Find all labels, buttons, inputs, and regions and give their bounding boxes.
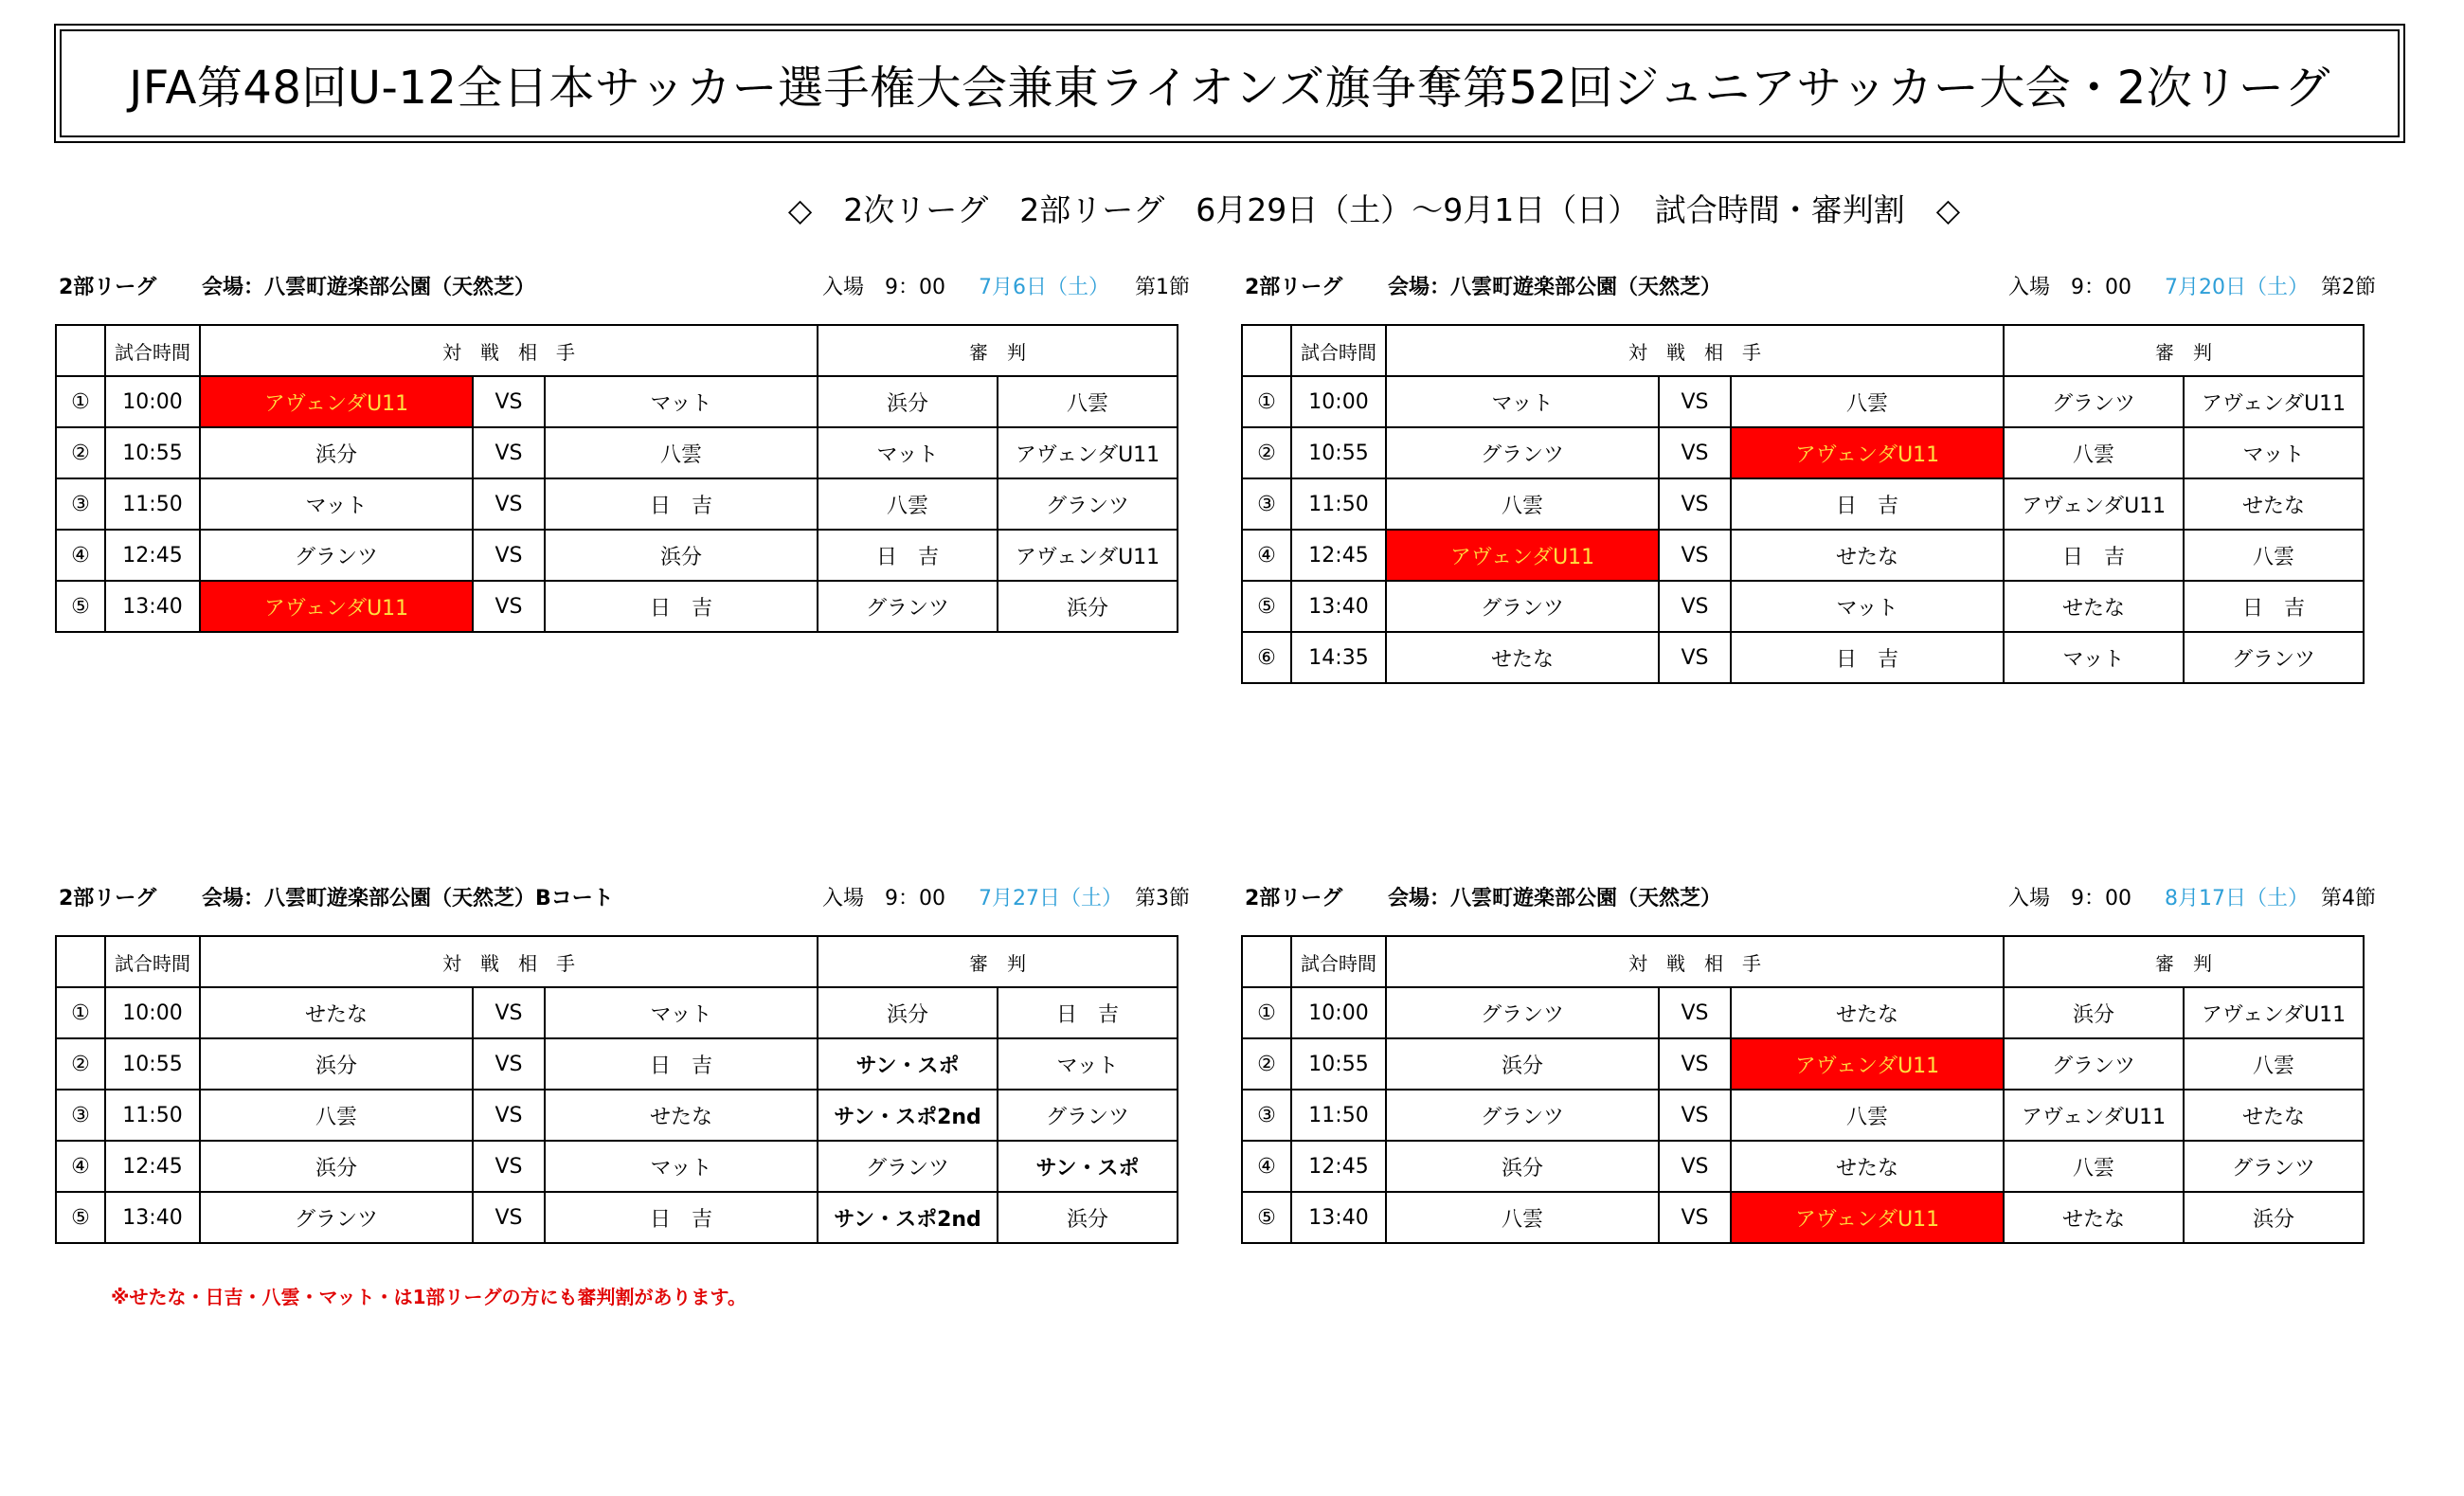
cell-home: 浜分 xyxy=(200,427,473,478)
cell-away: 日 吉 xyxy=(1731,478,2004,530)
table-row xyxy=(1242,427,2364,478)
cell-away: 八雲 xyxy=(545,427,818,478)
cell-ref1: 日 吉 xyxy=(2004,530,2184,581)
schedule-section-4 xyxy=(1241,882,2378,1232)
cell-time: 10:00 xyxy=(105,987,200,1038)
cell-ref1: せたな xyxy=(2004,1192,2184,1243)
cell-ref1: サン・スポ2nd xyxy=(818,1090,998,1141)
table-row xyxy=(1242,987,2364,1038)
cell-time: 13:40 xyxy=(105,581,200,632)
cell-away: アヴェンダU11 xyxy=(1731,427,2004,478)
entry-time: 入場 9：00 xyxy=(822,887,945,910)
cell-ref2: グランツ xyxy=(2184,1141,2364,1192)
cell-away: 浜分 xyxy=(545,530,818,581)
footnote: ※せたな・日吉・八雲・マット・は1部リーグの方にも審判割があります。 xyxy=(111,1286,746,1308)
page-title: JFA第48回U-12全日本サッカー選手権大会兼東ライオンズ旗争奪第52回ジュニアサッカー大会・2次リーグ xyxy=(129,61,2330,115)
cell-time: 10:00 xyxy=(1291,376,1386,427)
cell-home: グランツ xyxy=(1386,581,1659,632)
cell-time: 11:50 xyxy=(105,478,200,530)
cell-ref2: せたな xyxy=(2184,478,2364,530)
cell-no: ⑤ xyxy=(56,581,105,632)
header-no xyxy=(1242,936,1291,987)
cell-time: 10:55 xyxy=(1291,1038,1386,1090)
cell-ref1: アヴェンダU11 xyxy=(2004,1090,2184,1141)
cell-vs: VS xyxy=(1659,581,1731,632)
cell-ref1: グランツ xyxy=(818,1141,998,1192)
cell-ref1: グランツ xyxy=(818,581,998,632)
cell-away: マット xyxy=(545,376,818,427)
cell-home: アヴェンダU11 xyxy=(1386,530,1659,581)
cell-ref1: せたな xyxy=(2004,581,2184,632)
cell-no: ⑤ xyxy=(1242,1192,1291,1243)
cell-away: アヴェンダU11 xyxy=(1731,1038,2004,1090)
entry-time: 入場 9：00 xyxy=(2008,887,2131,910)
cell-vs: VS xyxy=(473,1192,545,1243)
header-referee: 審 判 xyxy=(2004,325,2364,376)
entry-time: 入場 9：00 xyxy=(2008,276,2131,299)
title-box xyxy=(54,24,2405,143)
schedule-table xyxy=(55,935,1178,1244)
cell-away: 日 吉 xyxy=(545,478,818,530)
cell-time: 10:55 xyxy=(105,1038,200,1090)
cell-no: ③ xyxy=(1242,1090,1291,1141)
cell-ref2: アヴェンダU11 xyxy=(2184,376,2364,427)
cell-home: グランツ xyxy=(200,1192,473,1243)
cell-home: せたな xyxy=(200,987,473,1038)
table-row xyxy=(56,1192,1178,1243)
cell-home: 八雲 xyxy=(1386,478,1659,530)
cell-away: せたな xyxy=(1731,987,2004,1038)
header-match: 対 戦 相 手 xyxy=(1386,325,2004,376)
cell-time: 11:50 xyxy=(1291,478,1386,530)
cell-time: 12:45 xyxy=(105,530,200,581)
cell-home: アヴェンダU11 xyxy=(200,581,473,632)
schedule-table xyxy=(1241,935,2365,1244)
cell-away: 日 吉 xyxy=(1731,632,2004,683)
cell-vs: VS xyxy=(1659,427,1731,478)
cell-no: ① xyxy=(56,376,105,427)
table-row xyxy=(56,530,1178,581)
cell-time: 10:00 xyxy=(1291,987,1386,1038)
league-label: 2部リーグ xyxy=(1245,276,1343,299)
cell-time: 12:45 xyxy=(105,1141,200,1192)
cell-no: ③ xyxy=(56,1090,105,1141)
cell-time: 12:45 xyxy=(1291,530,1386,581)
header-match: 対 戦 相 手 xyxy=(200,325,818,376)
cell-vs: VS xyxy=(1659,632,1731,683)
cell-ref1: 浜分 xyxy=(818,987,998,1038)
cell-time: 10:55 xyxy=(105,427,200,478)
table-header-row xyxy=(56,936,1178,987)
cell-home: グランツ xyxy=(1386,987,1659,1038)
cell-ref2: マット xyxy=(998,1038,1178,1090)
cell-ref2: アヴェンダU11 xyxy=(2184,987,2364,1038)
match-date: 7月20日（土） xyxy=(2165,276,2309,299)
cell-no: ① xyxy=(56,987,105,1038)
cell-away: せたな xyxy=(1731,1141,2004,1192)
venue-label: 会場：八雲町遊楽部公園（天然芝） xyxy=(1388,887,1722,910)
cell-vs: VS xyxy=(1659,1141,1731,1192)
cell-time: 13:40 xyxy=(105,1192,200,1243)
cell-ref2: せたな xyxy=(2184,1090,2364,1141)
cell-no: ② xyxy=(56,1038,105,1090)
header-no xyxy=(1242,325,1291,376)
section-header xyxy=(55,271,1192,309)
cell-ref1: サン・スポ2nd xyxy=(818,1192,998,1243)
schedule-table xyxy=(1241,324,2365,684)
cell-away: 日 吉 xyxy=(545,1192,818,1243)
cell-away: アヴェンダU11 xyxy=(1731,1192,2004,1243)
table-row xyxy=(56,478,1178,530)
round-label: 第1節 xyxy=(1135,276,1190,299)
cell-vs: VS xyxy=(473,1038,545,1090)
round-label: 第4節 xyxy=(2321,887,2376,910)
table-row xyxy=(1242,1192,2364,1243)
cell-ref1: グランツ xyxy=(2004,376,2184,427)
cell-time: 10:00 xyxy=(105,376,200,427)
cell-home: グランツ xyxy=(1386,1090,1659,1141)
cell-vs: VS xyxy=(473,581,545,632)
cell-ref1: グランツ xyxy=(2004,1038,2184,1090)
header-match: 対 戦 相 手 xyxy=(200,936,818,987)
header-no xyxy=(56,325,105,376)
table-header-row xyxy=(56,325,1178,376)
cell-ref2: 日 吉 xyxy=(2184,581,2364,632)
cell-no: ⑥ xyxy=(1242,632,1291,683)
cell-ref1: 八雲 xyxy=(818,478,998,530)
table-header-row xyxy=(1242,936,2364,987)
subtitle xyxy=(0,186,2464,230)
cell-ref2: 八雲 xyxy=(998,376,1178,427)
section-header xyxy=(1241,271,2378,309)
cell-away: マット xyxy=(545,1141,818,1192)
cell-ref2: 八雲 xyxy=(2184,1038,2364,1090)
cell-home: グランツ xyxy=(200,530,473,581)
cell-no: ④ xyxy=(56,1141,105,1192)
cell-ref1: マット xyxy=(2004,632,2184,683)
table-row xyxy=(56,376,1178,427)
cell-ref2: アヴェンダU11 xyxy=(998,427,1178,478)
cell-ref2: アヴェンダU11 xyxy=(998,530,1178,581)
cell-vs: VS xyxy=(1659,1090,1731,1141)
header-referee: 審 判 xyxy=(818,936,1178,987)
cell-time: 12:45 xyxy=(1291,1141,1386,1192)
header-referee: 審 判 xyxy=(818,325,1178,376)
cell-ref2: 浜分 xyxy=(2184,1192,2364,1243)
schedule-table xyxy=(55,324,1178,633)
table-row xyxy=(56,1090,1178,1141)
cell-time: 10:55 xyxy=(1291,427,1386,478)
cell-vs: VS xyxy=(473,530,545,581)
schedule-section-2 xyxy=(1241,271,2378,672)
cell-ref1: アヴェンダU11 xyxy=(2004,478,2184,530)
cell-away: 八雲 xyxy=(1731,1090,2004,1141)
round-label: 第3節 xyxy=(1135,887,1190,910)
table-row xyxy=(1242,632,2364,683)
cell-vs: VS xyxy=(473,427,545,478)
cell-no: ④ xyxy=(1242,1141,1291,1192)
cell-home: マット xyxy=(200,478,473,530)
table-row xyxy=(1242,1090,2364,1141)
cell-ref1: 浜分 xyxy=(818,376,998,427)
cell-ref2: マット xyxy=(2184,427,2364,478)
schedule-section-3 xyxy=(55,882,1192,1232)
cell-ref2: グランツ xyxy=(998,1090,1178,1141)
cell-away: 八雲 xyxy=(1731,376,2004,427)
cell-ref1: 八雲 xyxy=(2004,1141,2184,1192)
league-label: 2部リーグ xyxy=(59,887,157,910)
cell-home: 浜分 xyxy=(1386,1141,1659,1192)
cell-vs: VS xyxy=(473,987,545,1038)
cell-no: ③ xyxy=(1242,478,1291,530)
league-label: 2部リーグ xyxy=(59,276,157,299)
cell-time: 14:35 xyxy=(1291,632,1386,683)
cell-no: ④ xyxy=(56,530,105,581)
cell-home: 浜分 xyxy=(200,1141,473,1192)
cell-ref2: グランツ xyxy=(998,478,1178,530)
round-label: 第2節 xyxy=(2321,276,2376,299)
cell-vs: VS xyxy=(473,1090,545,1141)
match-date: 8月17日（土） xyxy=(2165,887,2309,910)
cell-vs: VS xyxy=(473,1141,545,1192)
table-row xyxy=(1242,581,2364,632)
cell-ref1: 日 吉 xyxy=(818,530,998,581)
cell-no: ② xyxy=(1242,427,1291,478)
cell-vs: VS xyxy=(473,376,545,427)
cell-home: 浜分 xyxy=(1386,1038,1659,1090)
cell-vs: VS xyxy=(1659,478,1731,530)
table-row xyxy=(1242,376,2364,427)
cell-vs: VS xyxy=(1659,530,1731,581)
cell-no: ② xyxy=(56,427,105,478)
table-row xyxy=(56,581,1178,632)
header-time: 試合時間 xyxy=(1291,325,1386,376)
subtitle-text: ◇ 2次リーグ 2部リーグ 6月29日（土）～9月1日（日） 試合時間・審判割 ◇ xyxy=(787,191,1961,228)
cell-vs: VS xyxy=(1659,1192,1731,1243)
cell-ref2: サン・スポ xyxy=(998,1141,1178,1192)
cell-no: ⑤ xyxy=(56,1192,105,1243)
cell-ref2: 日 吉 xyxy=(998,987,1178,1038)
table-row xyxy=(56,1141,1178,1192)
schedule-section-1 xyxy=(55,271,1192,621)
cell-vs: VS xyxy=(1659,376,1731,427)
cell-vs: VS xyxy=(1659,1038,1731,1090)
header-no xyxy=(56,936,105,987)
cell-away: 日 吉 xyxy=(545,1038,818,1090)
cell-home: アヴェンダU11 xyxy=(200,376,473,427)
section-header xyxy=(1241,882,2378,920)
header-time: 試合時間 xyxy=(1291,936,1386,987)
section-header xyxy=(55,882,1192,920)
cell-away: マット xyxy=(545,987,818,1038)
venue-label: 会場：八雲町遊楽部公園（天然芝） xyxy=(202,276,536,299)
cell-home: 八雲 xyxy=(200,1090,473,1141)
cell-home: 浜分 xyxy=(200,1038,473,1090)
cell-no: ⑤ xyxy=(1242,581,1291,632)
entry-time: 入場 9：00 xyxy=(822,276,945,299)
cell-no: ② xyxy=(1242,1038,1291,1090)
cell-no: ① xyxy=(1242,376,1291,427)
header-match: 対 戦 相 手 xyxy=(1386,936,2004,987)
cell-home: グランツ xyxy=(1386,427,1659,478)
match-date: 7月27日（土） xyxy=(979,887,1123,910)
cell-vs: VS xyxy=(1659,987,1731,1038)
cell-time: 13:40 xyxy=(1291,581,1386,632)
table-row xyxy=(56,1038,1178,1090)
cell-away: せたな xyxy=(1731,530,2004,581)
match-date: 7月6日（土） xyxy=(979,276,1109,299)
league-label: 2部リーグ xyxy=(1245,887,1343,910)
cell-home: 八雲 xyxy=(1386,1192,1659,1243)
venue-label: 会場：八雲町遊楽部公園（天然芝）Bコート xyxy=(202,887,614,910)
table-row xyxy=(56,987,1178,1038)
cell-ref2: グランツ xyxy=(2184,632,2364,683)
table-row xyxy=(1242,530,2364,581)
header-time: 試合時間 xyxy=(105,325,200,376)
cell-away: せたな xyxy=(545,1090,818,1141)
cell-home: マット xyxy=(1386,376,1659,427)
cell-time: 11:50 xyxy=(1291,1090,1386,1141)
table-row xyxy=(56,427,1178,478)
cell-ref1: 八雲 xyxy=(2004,427,2184,478)
table-row xyxy=(1242,1141,2364,1192)
cell-home: せたな xyxy=(1386,632,1659,683)
cell-vs: VS xyxy=(473,478,545,530)
cell-ref2: 浜分 xyxy=(998,1192,1178,1243)
cell-time: 11:50 xyxy=(105,1090,200,1141)
table-header-row xyxy=(1242,325,2364,376)
header-time: 試合時間 xyxy=(105,936,200,987)
cell-away: マット xyxy=(1731,581,2004,632)
cell-no: ④ xyxy=(1242,530,1291,581)
header-referee: 審 判 xyxy=(2004,936,2364,987)
cell-away: 日 吉 xyxy=(545,581,818,632)
cell-ref2: 浜分 xyxy=(998,581,1178,632)
venue-label: 会場：八雲町遊楽部公園（天然芝） xyxy=(1388,276,1722,299)
table-row xyxy=(1242,478,2364,530)
cell-ref1: サン・スポ xyxy=(818,1038,998,1090)
cell-no: ① xyxy=(1242,987,1291,1038)
cell-time: 13:40 xyxy=(1291,1192,1386,1243)
cell-ref1: マット xyxy=(818,427,998,478)
cell-ref2: 八雲 xyxy=(2184,530,2364,581)
cell-ref1: 浜分 xyxy=(2004,987,2184,1038)
table-row xyxy=(1242,1038,2364,1090)
cell-no: ③ xyxy=(56,478,105,530)
